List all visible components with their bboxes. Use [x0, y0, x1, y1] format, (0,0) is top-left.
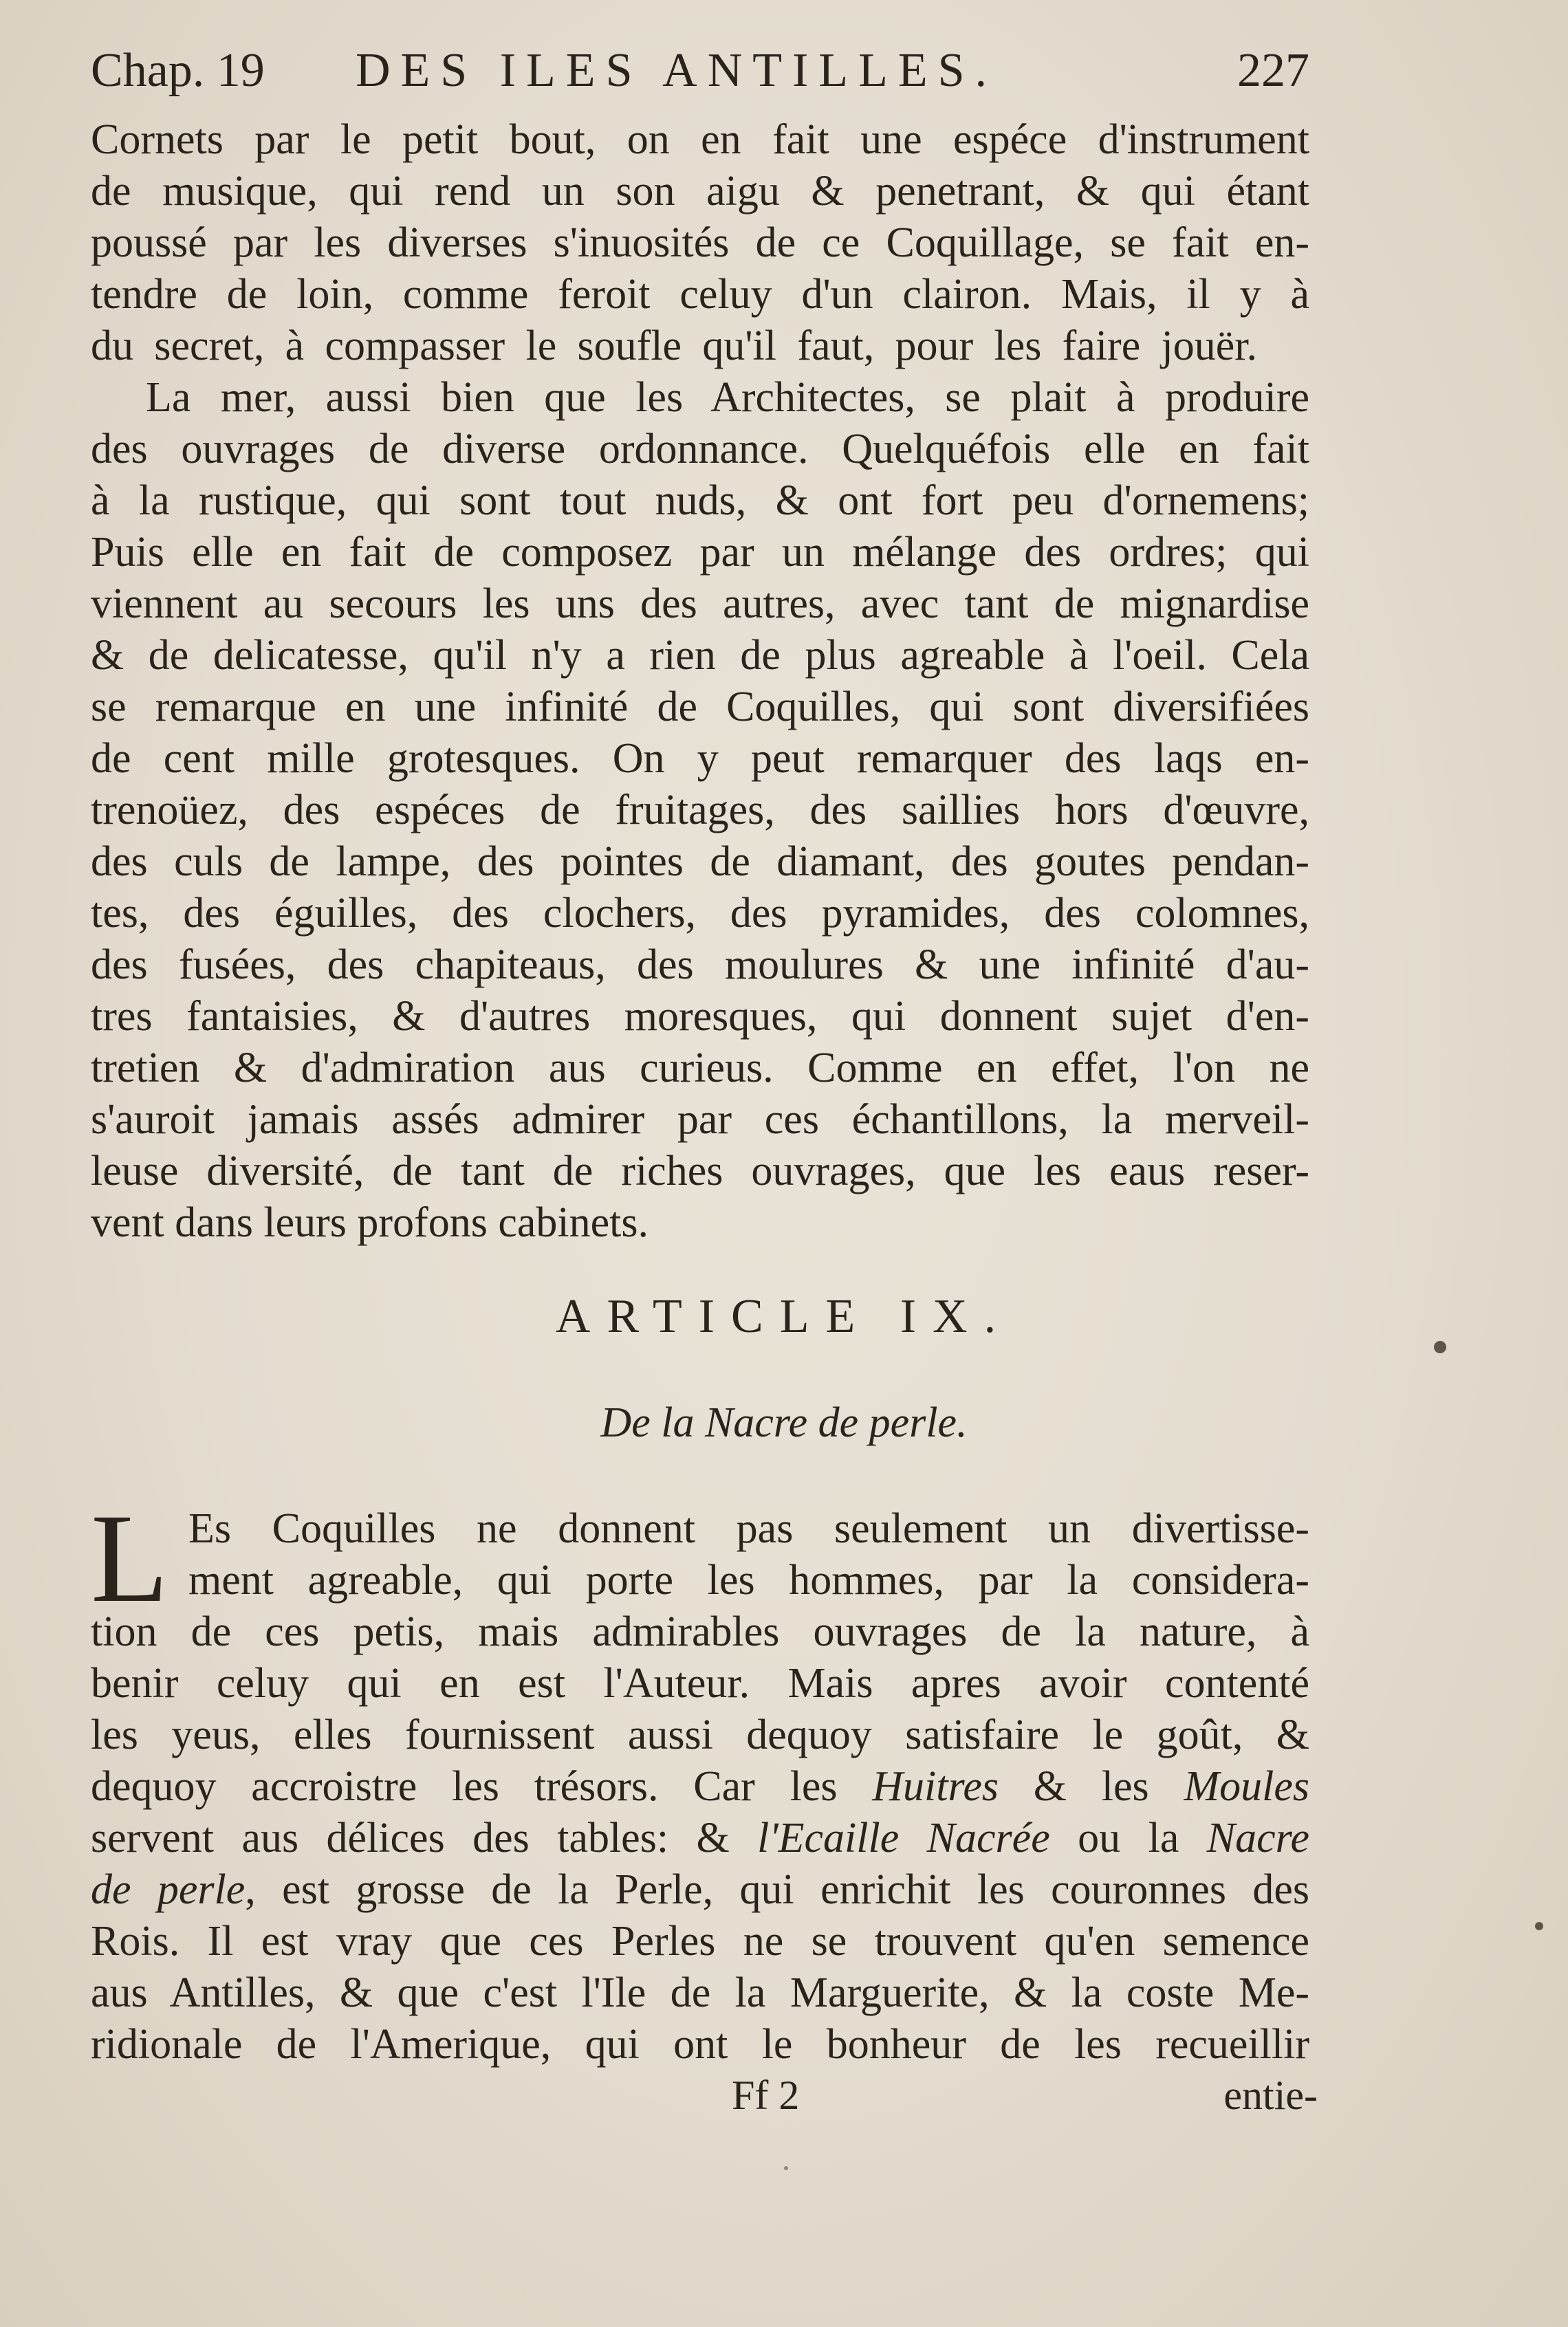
text-line: ment agreable, qui porte les hommes, par la considera- [188, 1557, 1309, 1604]
italic-term: Huitres [872, 1763, 999, 1810]
text-line: tes, des éguilles, des clochers, des pyramides, des colomnes, [91, 890, 1309, 937]
paper-speck [784, 2166, 788, 2170]
text-run: dequoy accroistre les trésors. Car les [91, 1763, 873, 1810]
drop-cap-initial: L [91, 1488, 169, 1629]
text-line: de cent mille grotesques. On y peut remarquer des laqs en- [91, 735, 1309, 782]
text-line: aus Antilles, & que c'est l'Ile de la Marguerite, & la coste Me- [91, 1969, 1309, 2016]
text-run: & les [998, 1763, 1184, 1810]
italic-term: Nacre [1206, 1815, 1309, 1861]
text-line: des culs de lampe, des pointes de diamant, des goutes pendan- [91, 838, 1309, 885]
text-line: trenoüez, des espéces de fruitages, des saillies hors d'œuvre, [91, 787, 1309, 833]
page-header [91, 40, 1309, 102]
text-line: tendre de loin, comme feroit celuy d'un clairon. Mais, il y à [91, 271, 1309, 318]
running-title: DES ILES ANTILLES. [356, 44, 998, 97]
text-line: vent dans leurs profons cabinets. [91, 1199, 649, 1246]
catchword: entie- [1223, 2073, 1318, 2118]
text-line: Cornets par le petit bout, on en fait une espéce d'instrument [91, 116, 1309, 163]
text-line: à la rustique, qui sont tout nuds, & ont fort peu d'ornemens; [91, 477, 1309, 524]
text-line: poussé par les diverses s'inuosités de ce Coquillage, se fait en- [91, 219, 1309, 266]
text-line: viennent au secours les uns des autres, avec tant de mignardise [91, 580, 1309, 627]
italic-term: de perle [91, 1866, 246, 1913]
text-line: Es Coquilles ne donnent pas seulement un divertisse- [188, 1505, 1309, 1552]
text-line: des ouvrages de diverse ordonnance. Quelquéfois elle en fait [91, 426, 1309, 472]
text-line: se remarque en une infinité de Coquilles, qui sont diversifiées [91, 684, 1309, 730]
text-line: & de delicatesse, qu'il n'y a rien de plus agreable à l'oeil. Cela [91, 632, 1309, 679]
paper-speck [1535, 1922, 1543, 1930]
text-line: du secret, à compasser le soufle qu'il faut, pour les faire jouër. [91, 323, 1257, 369]
text-line: ridionale de l'Amerique, qui ont le bonheur de les recueillir [91, 2021, 1309, 2068]
text-line: des fusées, des chapiteaus, des moulures & une infinité d'au- [91, 941, 1309, 988]
running-head: Chap. 19 [91, 44, 265, 97]
article-heading: ARTICLE IX. [555, 1290, 1013, 1343]
text-line: La mer, aussi bien que les Architectes, se plait à produire [146, 374, 1309, 421]
text-line: de musique, qui rend un son aigu & penetrant, & qui étant [91, 168, 1309, 215]
page-number: 227 [1237, 44, 1309, 97]
article-subtitle: De la Nacre de perle. [600, 1399, 968, 1446]
text-line: leuse diversité, de tant de riches ouvrages, que les eaus reser- [91, 1148, 1309, 1194]
text-run: servent aus délices des tables: & [91, 1815, 758, 1861]
text-run: , est grosse de la Perle, qui enrichit les couronnes des [245, 1866, 1309, 1913]
paper-speck [1434, 1341, 1446, 1353]
text-line: s'auroit jamais assés admirer par ces échantillons, la merveil- [91, 1096, 1309, 1143]
text-run: ou la [1049, 1815, 1207, 1861]
italic-term: l'Ecaille Nacrée [757, 1815, 1050, 1861]
text-line: Puis elle en fait de composez par un mélange des ordres; qui [91, 529, 1309, 576]
text-line: tres fantaisies, & d'autres moresques, qui donnent sujet d'en- [91, 993, 1309, 1040]
text-line: benir celuy qui en est l'Auteur. Mais apres avoir contenté [91, 1660, 1309, 1707]
text-line: tion de ces petis, mais admirables ouvrages de la nature, à [91, 1608, 1309, 1655]
text-line: tretien & d'admiration aus curieus. Comme en effet, l'on ne [91, 1045, 1309, 1091]
italic-term: Moules [1184, 1763, 1309, 1810]
text-line: les yeus, elles fournissent aussi dequoy satisfaire le goût, & [91, 1712, 1309, 1758]
signature-mark: Ff 2 [732, 2073, 800, 2118]
text-line: Rois. Il est vray que ces Perles ne se trouvent qu'en semence [91, 1918, 1309, 1965]
